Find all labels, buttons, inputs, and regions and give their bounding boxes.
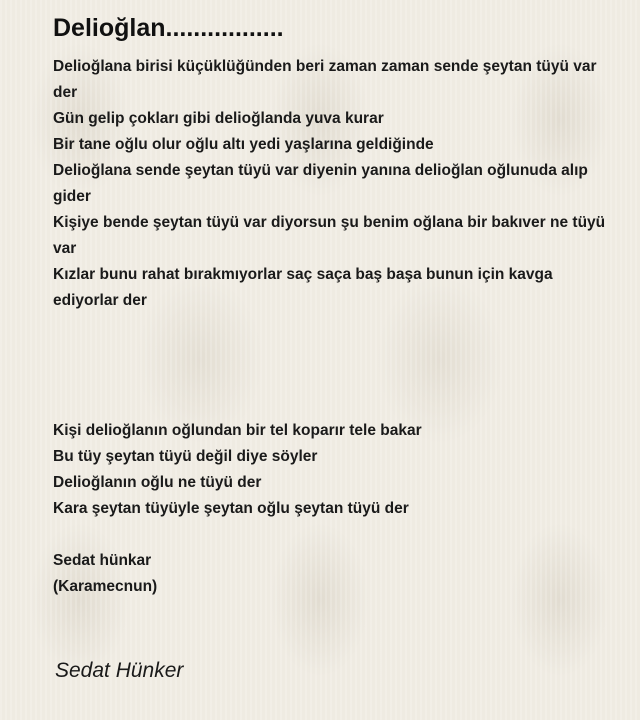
signature-pen-name: (Karamecnun) [53,578,158,595]
poem-line: Delioğlana birisi küçüklüğünden beri zaman zaman sende şeytan tüyü var der [53,58,597,101]
author-name: Sedat Hünker [55,659,184,682]
poem-stanza-2 [53,418,613,522]
poem-line: Kara şeytan tüyüyle şeytan oğlu şeytan tüyü der [53,500,409,517]
poem-line: Delioğlana sende şeytan tüyü var diyenin yanına delioğlan oğlunuda alıp gider [53,162,588,205]
poem-line: Bu tüy şeytan tüyü değil diye söyler [53,448,318,465]
poem-line: Bir tane oğlu olur oğlu altı yedi yaşlarına geldiğinde [53,136,434,153]
poem-line: Kızlar bunu rahat bırakmıyorlar saç saça baş başa bunun için kavga ediyorlar der [53,266,553,309]
poem-line: Kişiye bende şeytan tüyü var diyorsun şu benim oğlana bir bakıver ne tüyü var [53,214,606,257]
poem-line: Kişi delioğlanın oğlundan bir tel koparır tele bakar [53,422,422,439]
poem-container [53,12,613,600]
poem-title: Delioğlan................. [53,14,284,42]
poem-signature [53,548,613,600]
poem-line: Gün gelip çokları gibi delioğlanda yuva kurar [53,110,384,127]
stanza-spacer [53,522,613,548]
signature-name: Sedat hünkar [53,552,152,569]
stanza-spacer [53,314,613,418]
poem-stanza-1 [53,54,613,314]
poem-line: Delioğlanın oğlu ne tüyü der [53,474,262,491]
